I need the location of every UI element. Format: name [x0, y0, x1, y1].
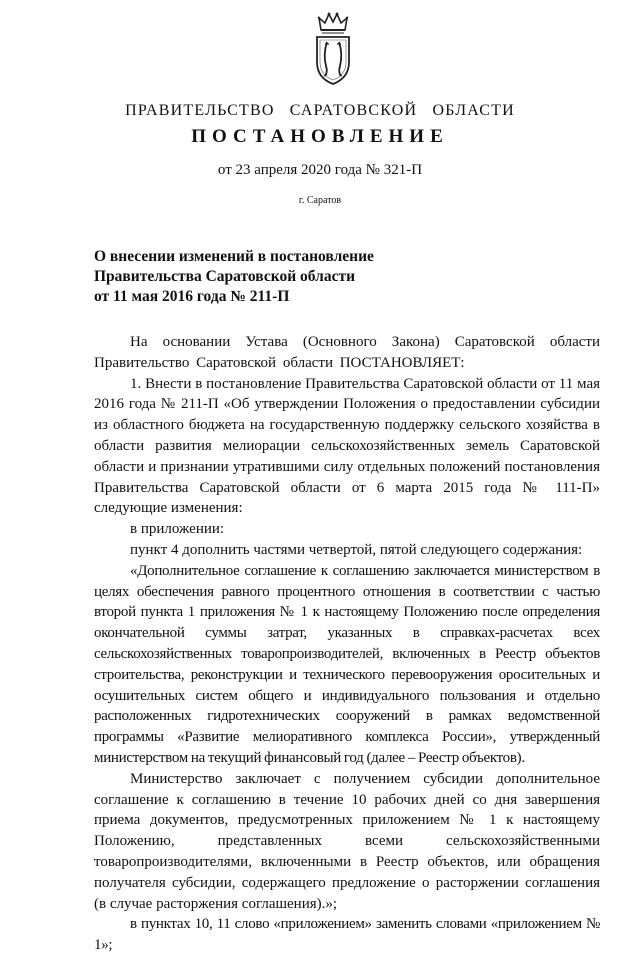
saratov-oblast-coat-of-arms-icon [313, 10, 353, 86]
document-type: ПОСТАНОВЛЕНИЕ [191, 126, 449, 147]
document-subject [94, 247, 374, 307]
government-name: ПРАВИТЕЛЬСТВО САРАТОВСКОЙ ОБЛАСТИ [125, 102, 515, 119]
document-city: г. Саратов [298, 195, 342, 206]
subject-line: Правительства Саратовской области [94, 268, 355, 285]
body-paragraph: На основании Устава (Основного Закона) Саратовской области Правительство Саратовской области ПОСТАНОВЛЯЕТ: [94, 334, 600, 371]
subject-line: от 11 мая 2016 года № 211-П [94, 288, 290, 305]
document-body [94, 332, 600, 956]
body-paragraph: 1. Внести в постановление Правительства Саратовской области от 11 мая 2016 года № 211-П «Об утверждении Положения о предоставлении субсидии из областного бюджета на государственную поддержку сельского хозяйства в области развития мелиорации сельскохозяйственных земель Саратовской области и признании утратившими силу отдельных положений постановления Правительства Саратовской области от 6 марта 2015 года № 111-П» следующие изменения: [94, 375, 600, 517]
body-paragraph: пункт 4 дополнить частями четвертой, пятой следующего содержания: [130, 541, 583, 558]
body-paragraph: «Дополнительное соглашение к соглашению заключается министерством в целях обеспечения равного процентного отношения в соответствии с частью второй пункта 1 приложения № 1 к настоящему Положению после определения окончательной суммы затрат, указанных в справках-расчетах всех сельскохозяйственных товаропроизводителей, включенных в Реестр объектов строительства, реконструкции и технического перевооружения оросительных и осушительных систем общего и индивидуального пользования и отдельно расположенных гидротехнических сооружений в рамках ведомственной программы «Развитие мелиоративного комплекса России», утвержденный министерством на текущий финансовый год (далее – Реестр объектов). [94, 562, 600, 766]
body-paragraph: в пунктах 10, 11 слово «приложением» заменить словами «приложением № 1»; [94, 916, 600, 954]
body-paragraph: Министерство заключает с получением субсидии дополнительное соглашение к соглашению в течение 10 рабочих дней со дня завершения приема документов, предусмотренных приложением № 1 к настоящему Положению, представленных всеми сельскохозяйственными товаропроизводителями, включенными в Реестр объектов, или обращения получателя субсидии, содержащего предложение о расторжении соглашения (в случае расторжения соглашения).»; [94, 770, 600, 912]
body-paragraph: в приложении: [130, 521, 225, 538]
subject-line: О внесении изменений в постановление [94, 248, 374, 265]
document-date-number: от 23 апреля 2020 года № 321-П [217, 162, 423, 178]
